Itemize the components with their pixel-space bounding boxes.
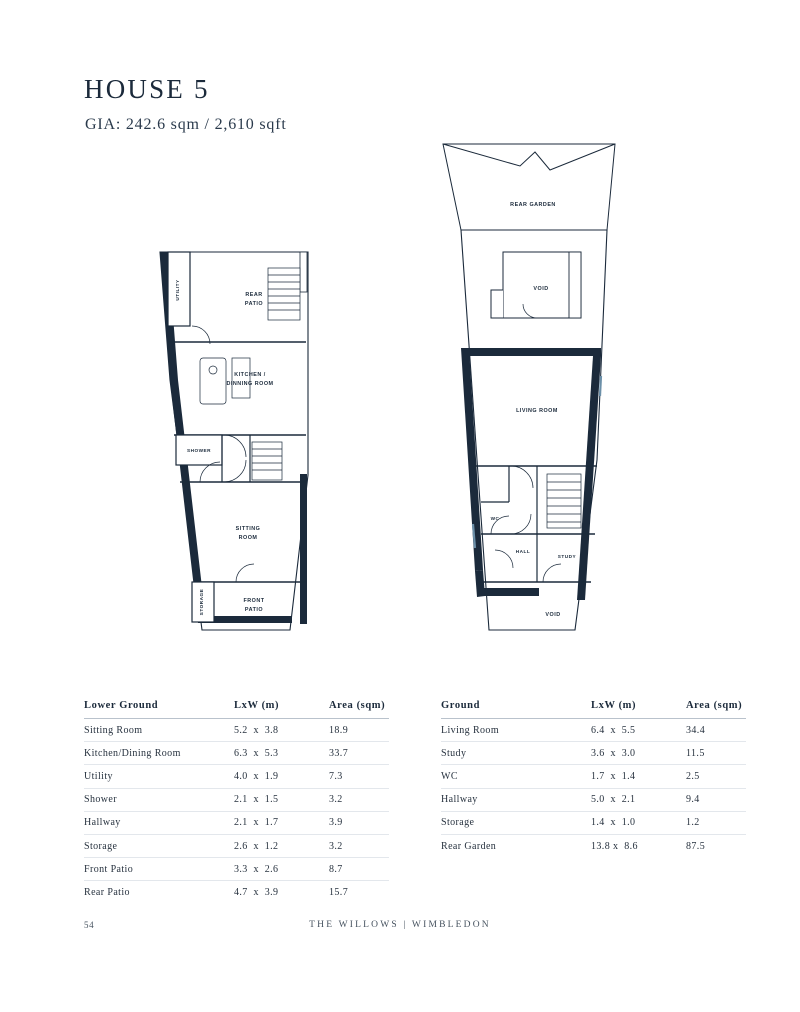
table-header-row xyxy=(441,700,746,719)
cell-area: 9.4 xyxy=(686,788,746,811)
cell-area: 7.3 xyxy=(329,765,389,788)
label-rear-garden: REAR GARDEN xyxy=(510,202,556,208)
cell-area: 1.2 xyxy=(686,811,746,834)
cell-dimensions: 1.7 x 1.4 xyxy=(591,765,686,788)
table-row xyxy=(441,742,746,765)
table-row xyxy=(84,765,389,788)
label-living-room: LIVING ROOM xyxy=(516,408,558,414)
label-kitchen-2: DINNING ROOM xyxy=(226,381,274,387)
label-kitchen-1: KITCHEN / xyxy=(234,372,266,378)
column-header-area: Area (sqm) xyxy=(329,700,389,719)
footer-brand: THE WILLOWS | WIMBLEDON xyxy=(309,920,491,930)
cell-area: 18.9 xyxy=(329,719,389,742)
table-header-row xyxy=(84,700,389,719)
cell-room-name: Hallway xyxy=(441,788,591,811)
cell-dimensions: 1.4 x 1.0 xyxy=(591,811,686,834)
cell-room-name: Rear Garden xyxy=(441,840,497,852)
cell-dimensions: 3.6 x 3.0 xyxy=(591,742,686,765)
label-hall: HALL xyxy=(515,549,531,554)
cell-dimensions: 5.2 x 3.8 xyxy=(234,719,329,742)
label-rear-patio-2: PATIO xyxy=(244,301,264,307)
cell-dimensions: 13.8 x 8.6 xyxy=(591,840,638,852)
table-row xyxy=(84,858,389,881)
cell-room-name: Hallway xyxy=(84,811,234,834)
cell-room-name: Rear Patio xyxy=(84,886,130,898)
cell-room-name: Utility xyxy=(84,765,234,788)
gia-subtitle: GIA: 242.6 sqm / 2,610 sqft xyxy=(85,116,287,133)
cell-area: 87.5 xyxy=(686,840,706,852)
table-row xyxy=(84,719,389,742)
cell-room-name: Front Patio xyxy=(84,858,234,881)
label-shower: SHOWER xyxy=(186,448,212,453)
cell-room-name: Study xyxy=(441,742,591,765)
cell-area: 2.5 xyxy=(686,765,746,788)
cell-area: 8.7 xyxy=(329,858,389,881)
table-row xyxy=(441,834,746,857)
table-row xyxy=(84,811,389,834)
cell-room-name: Living Room xyxy=(441,719,591,742)
cell-dimensions: 5.0 x 2.1 xyxy=(591,788,686,811)
cell-dimensions: 6.4 x 5.5 xyxy=(591,719,686,742)
cell-room-name: Kitchen/Dining Room xyxy=(84,742,234,765)
cell-area: 34.4 xyxy=(686,719,746,742)
label-storage: STORAGE xyxy=(199,588,204,616)
label-rear-patio: REAR xyxy=(245,292,263,298)
label-utility: UTILITY xyxy=(175,279,180,301)
cell-room-name: Storage xyxy=(441,811,591,834)
lower-ground-schedule xyxy=(84,700,389,904)
ground-schedule xyxy=(441,700,746,857)
cell-area: 3.9 xyxy=(329,811,389,834)
lower-ground-floorplan xyxy=(140,230,360,650)
label-front-patio-1: FRONT xyxy=(243,598,265,604)
ground-floorplan xyxy=(425,130,655,650)
cell-area: 3.2 xyxy=(329,834,389,857)
cell-room-name: Storage xyxy=(84,834,234,857)
table-row xyxy=(84,742,389,765)
cell-dimensions: 6.3 x 5.3 xyxy=(234,742,329,765)
cell-area: 15.7 xyxy=(329,886,349,898)
cell-dimensions: 4.7 x 3.9 xyxy=(234,886,279,898)
cell-dimensions: 2.1 x 1.5 xyxy=(234,788,329,811)
cell-area: 11.5 xyxy=(686,742,746,765)
column-header-area: Area (sqm) xyxy=(686,700,746,719)
page-title: HOUSE 5 xyxy=(84,74,210,104)
table-row xyxy=(441,765,746,788)
column-header-dimensions: LxW (m) xyxy=(591,700,686,719)
table-row xyxy=(441,788,746,811)
label-front-patio-2: PATIO xyxy=(244,607,264,613)
label-sitting-1: SITTING xyxy=(235,526,261,532)
cell-dimensions: 2.1 x 1.7 xyxy=(234,811,329,834)
label-void-bottom: VOID xyxy=(545,612,561,618)
cell-room-name: WC xyxy=(441,765,591,788)
label-study: STUDY xyxy=(557,554,577,559)
column-header-area-name: Lower Ground xyxy=(84,700,234,719)
cell-area: 33.7 xyxy=(329,742,389,765)
table-row xyxy=(84,834,389,857)
table-row xyxy=(84,881,389,904)
table-row xyxy=(441,811,746,834)
column-header-dimensions: LxW (m) xyxy=(234,700,329,719)
label-void-top: VOID xyxy=(533,286,549,292)
page-number: 54 xyxy=(84,920,95,930)
cell-room-name: Sitting Room xyxy=(84,719,234,742)
label-sitting-2: ROOM xyxy=(238,535,258,541)
cell-dimensions: 4.0 x 1.9 xyxy=(234,765,329,788)
cell-room-name: Shower xyxy=(84,788,234,811)
table-row xyxy=(441,719,746,742)
table-row xyxy=(84,788,389,811)
cell-dimensions: 3.3 x 2.6 xyxy=(234,858,329,881)
column-header-area-name: Ground xyxy=(441,700,591,719)
cell-dimensions: 2.6 x 1.2 xyxy=(234,834,329,857)
label-wc: WC xyxy=(490,516,500,521)
cell-area: 3.2 xyxy=(329,788,389,811)
